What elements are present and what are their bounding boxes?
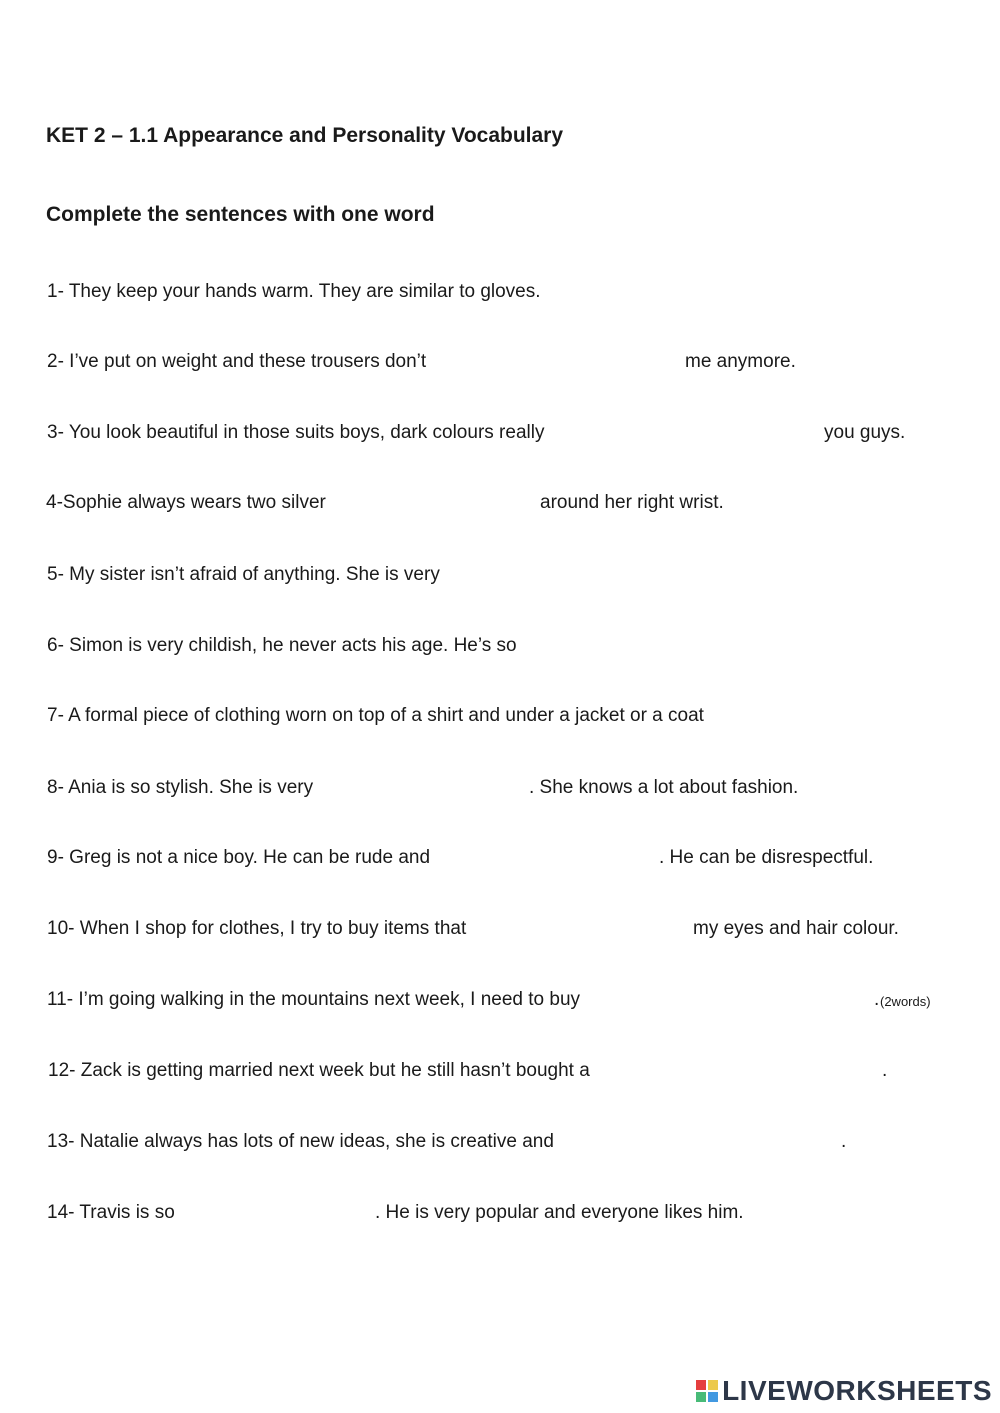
answer-4-input[interactable]	[372, 490, 536, 518]
question-4-text: 4-Sophie always wears two silver	[46, 492, 326, 513]
question-3-text-after: you guys.	[824, 422, 906, 443]
answer-9-input[interactable]	[483, 845, 657, 873]
answer-6-input[interactable]	[577, 633, 771, 661]
worksheet-instruction: Complete the sentences with one word	[46, 203, 435, 226]
liveworksheets-logo	[696, 1375, 992, 1407]
answer-7-input[interactable]	[812, 703, 986, 731]
question-1-text: 1- They keep your hands warm. They are similar to gloves.	[47, 281, 541, 302]
answer-14-input[interactable]	[197, 1200, 371, 1228]
question-10-text: 10- When I shop for clothes, I try to buy items that	[47, 918, 467, 939]
answer-13-input[interactable]	[625, 1129, 839, 1157]
answer-12-input[interactable]	[678, 1058, 882, 1086]
question-10-text-after: my eyes and hair colour.	[693, 918, 899, 939]
question-9-text: 9- Greg is not a nice boy. He can be rude and	[47, 847, 431, 868]
question-11-note: (2words)	[880, 994, 931, 1009]
question-14-text-after: . He is very popular and everyone likes him.	[375, 1202, 744, 1223]
answer-2-input[interactable]	[497, 349, 681, 377]
question-13-text-after: .	[841, 1131, 847, 1152]
answer-10-input[interactable]	[539, 916, 693, 944]
question-4-text-after: around her right wrist.	[540, 492, 724, 513]
answer-11-input[interactable]	[669, 987, 873, 1015]
question-6-text: 6- Simon is very childish, he never acts his age. He’s so	[47, 635, 517, 656]
question-7-text: 7- A formal piece of clothing worn on top of a shirt and under a jacket or a coat	[47, 705, 704, 726]
question-3-text: 3- You look beautiful in those suits boys, dark colours really	[47, 422, 545, 443]
question-12-text-after: .	[882, 1060, 888, 1081]
question-8-text: 8- Ania is so stylish. She is very	[47, 777, 314, 798]
question-14-text: 14- Travis is so	[47, 1202, 175, 1223]
answer-3-input[interactable]	[625, 420, 819, 448]
answer-5-input[interactable]	[505, 562, 699, 590]
question-5-text: 5- My sister isn’t afraid of anything. She is very	[47, 564, 440, 585]
question-2-text: 2- I’ve put on weight and these trousers don’t	[47, 351, 427, 372]
question-13-text: 13- Natalie always has lots of new ideas, she is creative and	[47, 1131, 554, 1152]
worksheet-title: KET 2 – 1.1 Appearance and Personality Vocabulary	[46, 124, 564, 147]
liveworksheets-logo-icon	[696, 1380, 718, 1402]
question-11-text-after: .	[874, 989, 880, 1010]
question-11-text: 11- I’m going walking in the mountains next week, I need to buy	[47, 989, 581, 1010]
question-12-text: 12- Zack is getting married next week but he still hasn’t bought a	[48, 1060, 590, 1081]
liveworksheets-brand: LIVEWORKSHEETS	[722, 1375, 992, 1406]
question-9-text-after: . He can be disrespectful.	[659, 847, 874, 868]
question-2-text-after: me anymore.	[685, 351, 796, 372]
answer-8-input[interactable]	[349, 775, 525, 803]
question-8-text-after: . She knows a lot about fashion.	[529, 777, 799, 798]
